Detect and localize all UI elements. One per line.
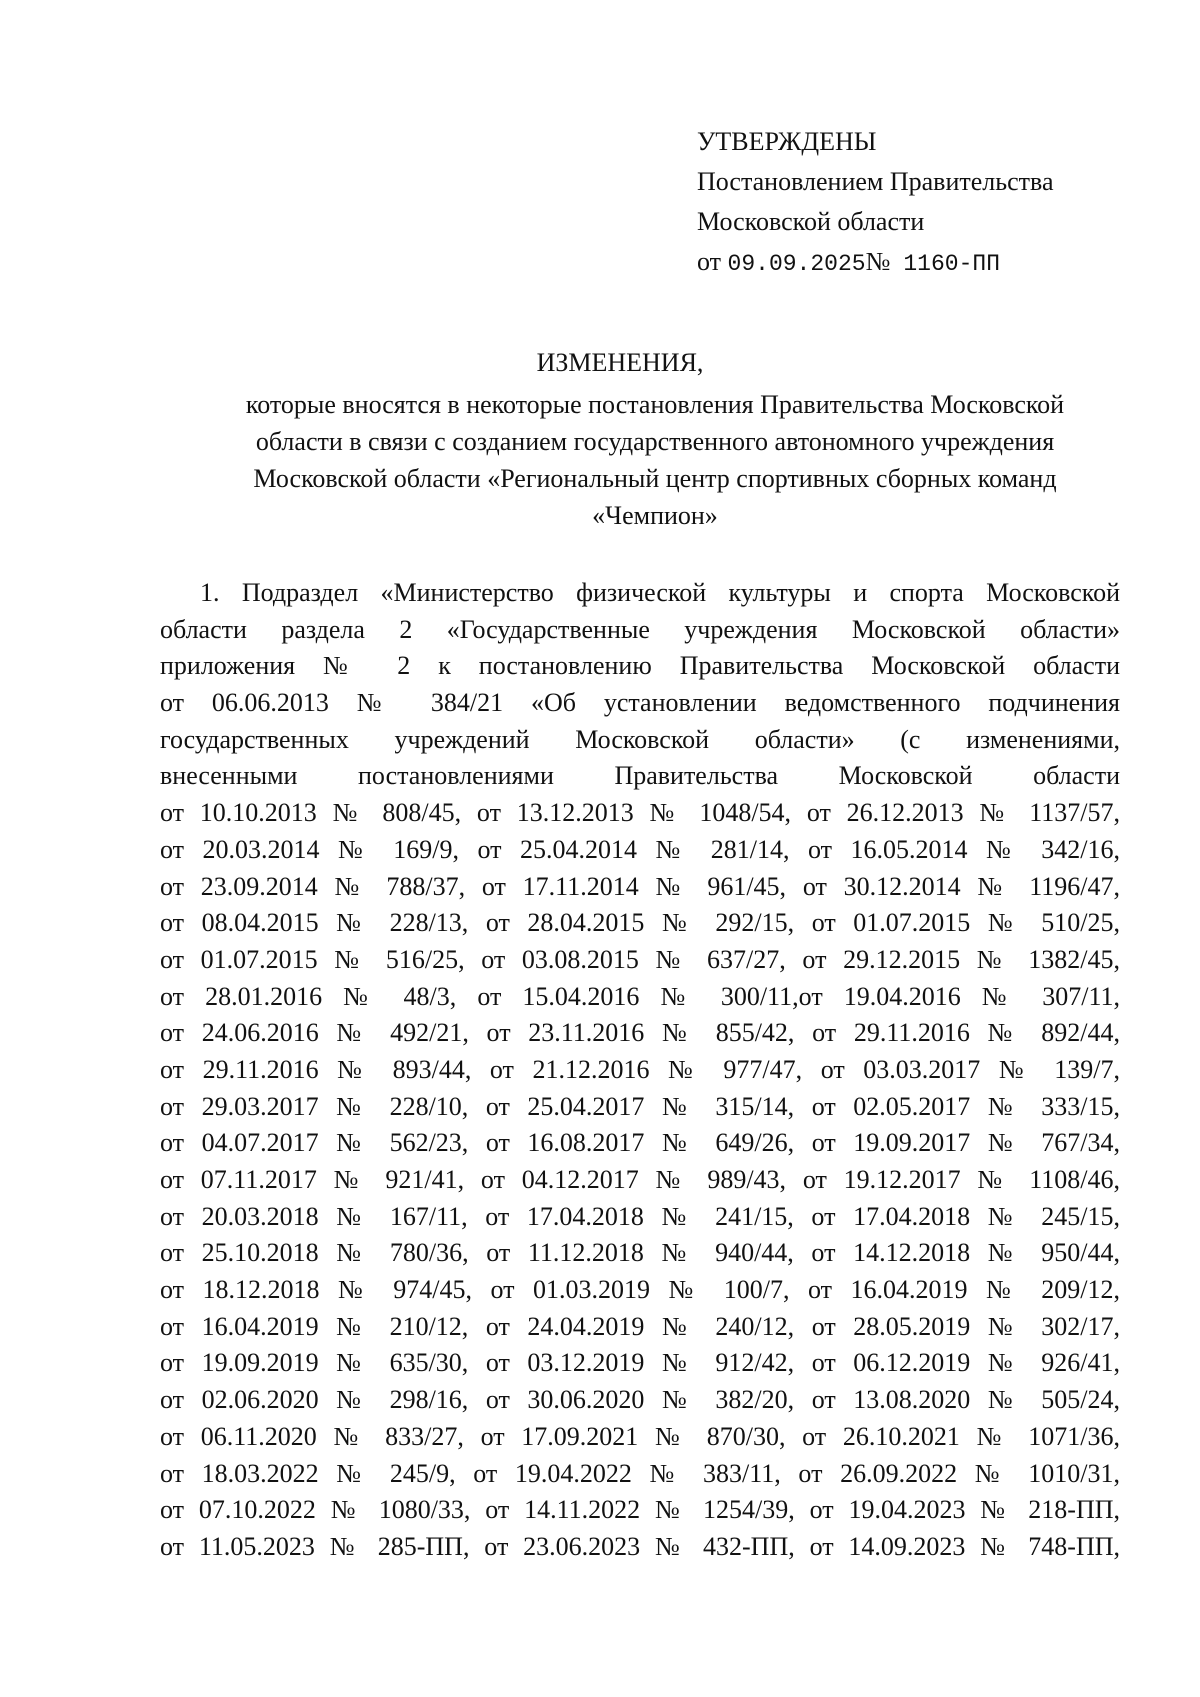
body-line: от 19.09.2019 № 635/30, от 03.12.2019 № 912/42, от 06.12.2019 № 926/41, xyxy=(160,1348,1120,1378)
body-line: от 02.06.2020 № 298/16, от 30.06.2020 № 382/20, от 13.08.2020 № 505/24, xyxy=(160,1385,1120,1415)
body-line: государственных учреждений Московской области» (с изменениями, xyxy=(160,724,1120,754)
approval-date-prefix: от xyxy=(697,247,722,276)
body-line: от 20.03.2018 № 167/11, от 17.04.2018 № 241/15, от 17.04.2018 № 245/15, xyxy=(160,1201,1120,1231)
approval-date: 09.09.2025 xyxy=(727,251,866,277)
body-line: от 06.06.2013 № 384/21 «Об установлении ведомственного подчинения xyxy=(160,688,1120,718)
approval-number-sign: № xyxy=(865,247,891,276)
body-line: от 18.12.2018 № 974/45, от 01.03.2019 № 100/7, от 16.04.2019 № 209/12, xyxy=(160,1275,1120,1305)
body-line: приложения № 2 к постановлению Правительства Московской области xyxy=(160,651,1120,681)
subtitle-line: Московской области «Региональный центр спортивных сборных команд xyxy=(253,464,1057,493)
body-line: области раздела 2 «Государственные учреждения Московской области» xyxy=(160,614,1120,644)
approval-line-2: Московской области xyxy=(697,207,925,236)
body-line: от 01.07.2015 № 516/25, от 03.08.2015 № 637/27, от 29.12.2015 № 1382/45, xyxy=(160,944,1120,974)
approval-line-1: Постановлением Правительства xyxy=(697,167,1054,196)
body-line: от 23.09.2014 № 788/37, от 17.11.2014 № 961/45, от 30.12.2014 № 1196/47, xyxy=(160,871,1120,901)
body-line: от 20.03.2014 № 169/9, от 25.04.2014 № 281/14, от 16.05.2014 № 342/16, xyxy=(160,834,1120,864)
body-line: от 10.10.2013 № 808/45, от 13.12.2013 № 1048/54, от 26.12.2013 № 1137/57, xyxy=(160,798,1120,828)
body-line: от 29.03.2017 № 228/10, от 25.04.2017 № 315/14, от 02.05.2017 № 333/15, xyxy=(160,1091,1120,1121)
body-line: от 18.03.2022 № 245/9, от 19.04.2022 № 383/11, от 26.09.2022 № 1010/31, xyxy=(160,1458,1120,1488)
body-line: от 24.06.2016 № 492/21, от 23.11.2016 № 855/42, от 29.11.2016 № 892/44, xyxy=(160,1018,1120,1048)
subtitle-line: «Чемпион» xyxy=(592,501,718,530)
body-line: от 28.01.2016 № 48/3, от 15.04.2016 № 300/11,от 19.04.2016 № 307/11, xyxy=(160,981,1120,1011)
document-title: ИЗМЕНЕНИЯ, xyxy=(536,348,704,377)
body-line: от 04.07.2017 № 562/23, от 16.08.2017 № 649/26, от 19.09.2017 № 767/34, xyxy=(160,1128,1120,1158)
approval-date-line xyxy=(697,242,1117,284)
body-line: от 16.04.2019 № 210/12, от 24.04.2019 № 240/12, от 28.05.2019 № 302/17, xyxy=(160,1311,1120,1341)
body-line: от 29.11.2016 № 893/44, от 21.12.2016 № 977/47, от 03.03.2017 № 139/7, xyxy=(160,1054,1120,1084)
body-line: от 07.10.2022 № 1080/33, от 14.11.2022 № 1254/39, от 19.04.2023 № 218-ПП, xyxy=(160,1495,1120,1525)
approval-block xyxy=(697,122,1117,284)
document-subtitle xyxy=(195,386,1115,534)
body-line: внесенными постановлениями Правительства Московской области xyxy=(160,761,1120,791)
body-line: от 07.11.2017 № 921/41, от 04.12.2017 № 989/43, от 19.12.2017 № 1108/46, xyxy=(160,1165,1120,1194)
body-line: 1. Подраздел «Министерство физической культуры и спорта Московской xyxy=(200,578,1120,607)
body-line: от 25.10.2018 № 780/36, от 11.12.2018 № 940/44, от 14.12.2018 № 950/44, xyxy=(160,1238,1120,1268)
body-line: от 11.05.2023 № 285-ПП, от 23.06.2023 № 432-ПП, от 14.09.2023 № 748-ПП, xyxy=(160,1531,1120,1561)
body-line: от 06.11.2020 № 833/27, от 17.09.2021 № 870/30, от 26.10.2021 № 1071/36, xyxy=(160,1421,1120,1451)
approval-heading: УТВЕРЖДЕНЫ xyxy=(697,127,877,156)
approval-number: 1160-ПП xyxy=(903,251,1000,277)
subtitle-line: которые вносятся в некоторые постановления Правительства Московской xyxy=(245,390,1065,419)
body-paragraph xyxy=(160,575,1120,1566)
body-line: от 08.04.2015 № 228/13, от 28.04.2015 № 292/15, от 01.07.2015 № 510/25, xyxy=(160,908,1120,938)
subtitle-line: области в связи с созданием государственного автономного учреждения xyxy=(255,427,1055,456)
